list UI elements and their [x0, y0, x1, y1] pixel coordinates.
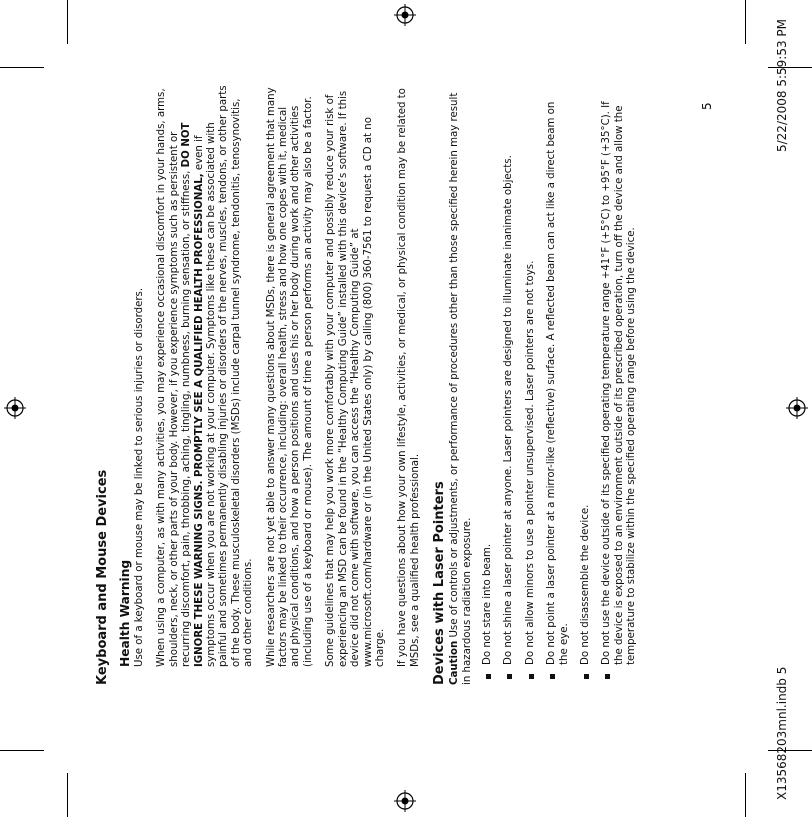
page-content — [95, 85, 638, 685]
laser-bullet-list — [482, 85, 639, 685]
health-warning-section — [118, 85, 422, 667]
laser-section-heading: Devices with Laser Pointers — [432, 481, 448, 685]
crop-mark — [67, 0, 68, 44]
paragraph-text: When using a computer, as with many activities, you may experience occasional discomfort in your hands, arms, shoulders, neck, or other parts of your body. However, if you experience symptoms such as persistent or recurring discomfort, pain, throbbing, aching, tingling, numbness, burning sensation, or stiffness, — [156, 88, 193, 667]
paragraph: Some guidelines that may help you work more comfortably with your computer and possibly reduce your risk of experiencing an MSD can be found in the “Healthy Computing Guide” installed with this device’s software. If this device did not come with software, you can access the “Healthy Computing Guide” at www.microsoft.com/hardware or (in the United States only) by calling (800) 360-7561 to request a CD at no charge. — [325, 90, 386, 667]
list-item: Do not point a laser pointer at a mirror-like (reflective) surface. A reflected beam can act like a direct beam on the eye. — [546, 85, 571, 665]
crop-mark — [0, 750, 44, 751]
registration-mark-icon — [394, 790, 416, 812]
list-item: Do not shine a laser pointer at anyone. Laser pointers are designed to illuminate inanimate objects. — [503, 85, 515, 665]
section-heading: Keyboard and Mouse Devices — [95, 469, 110, 685]
list-item: Do not use the device outside of its specified operating temperature range +41°F (+5°C) to +95°F (+35°C). If the device is exposed to an environment outside of its prescribed operation, turn off the device and allow the temperature to stabilize within the specified operating range before using the device. — [601, 85, 638, 665]
registration-mark-icon — [394, 4, 416, 26]
warning-text: DO NOT IGNORE THESE WARNING SIGNS. PROMPTLY SEE A QUALIFIED HEALTH PROFESSIONAL, — [181, 122, 205, 667]
list-item: Do not stare into beam. — [482, 85, 494, 665]
page-number: 5 — [700, 102, 714, 110]
slug-file-name: X13568203mnl.indb 5 — [775, 666, 789, 800]
list-item: Do not disassemble the device. — [580, 85, 592, 665]
caution-label: Caution — [449, 640, 461, 685]
health-warning-title: Health Warning — [118, 559, 132, 667]
slug-date: 5/22/2008 5:59:53 PM — [775, 18, 789, 152]
registration-mark-icon — [786, 397, 808, 419]
registration-mark-icon — [4, 397, 26, 419]
paragraph — [156, 85, 255, 667]
paragraph: While researchers are not yet able to answer many questions about MSDs, there is general agreement that many factors may be linked to their occurrence, including: overall health, stress and how one copes with it, medical and physical conditions, and how a person positions and uses his or her body during work and other activities (including use of a keyboard or mouse). The amount of time a person performs an activity may also be a factor. — [265, 87, 314, 667]
caution-paragraph — [449, 85, 474, 685]
paragraph: Use of a keyboard or mouse may be linked to serious injuries or disorders. — [134, 287, 145, 667]
crop-mark — [745, 773, 746, 817]
crop-mark — [745, 0, 746, 44]
paragraph: If you have questions about how your own lifestyle, activities, or medical, or physical condition may be related to MSDs, see a qualified health professional. — [397, 88, 421, 667]
crop-mark — [67, 773, 68, 817]
caution-text: Use of controls or adjustments, or performance of procedures other than those specified herein may result in hazardous radiation exposure. — [449, 92, 473, 685]
paragraph-text: even if symptoms occur when you are not working at your computer. Symptoms like these can be associated with painful and sometimes permanently disabling injuries or disorders of the nerves, muscles, tendons, or other parts of the body. These musculoskeletal disorders (MSDs) include carpal tunnel syndrome, tendonitis, tenosynovitis, and other conditions. — [193, 85, 255, 667]
list-item: Do not allow minors to use a pointer unsupervised. Laser pointers are not toys. — [525, 85, 537, 665]
crop-mark — [0, 67, 44, 68]
